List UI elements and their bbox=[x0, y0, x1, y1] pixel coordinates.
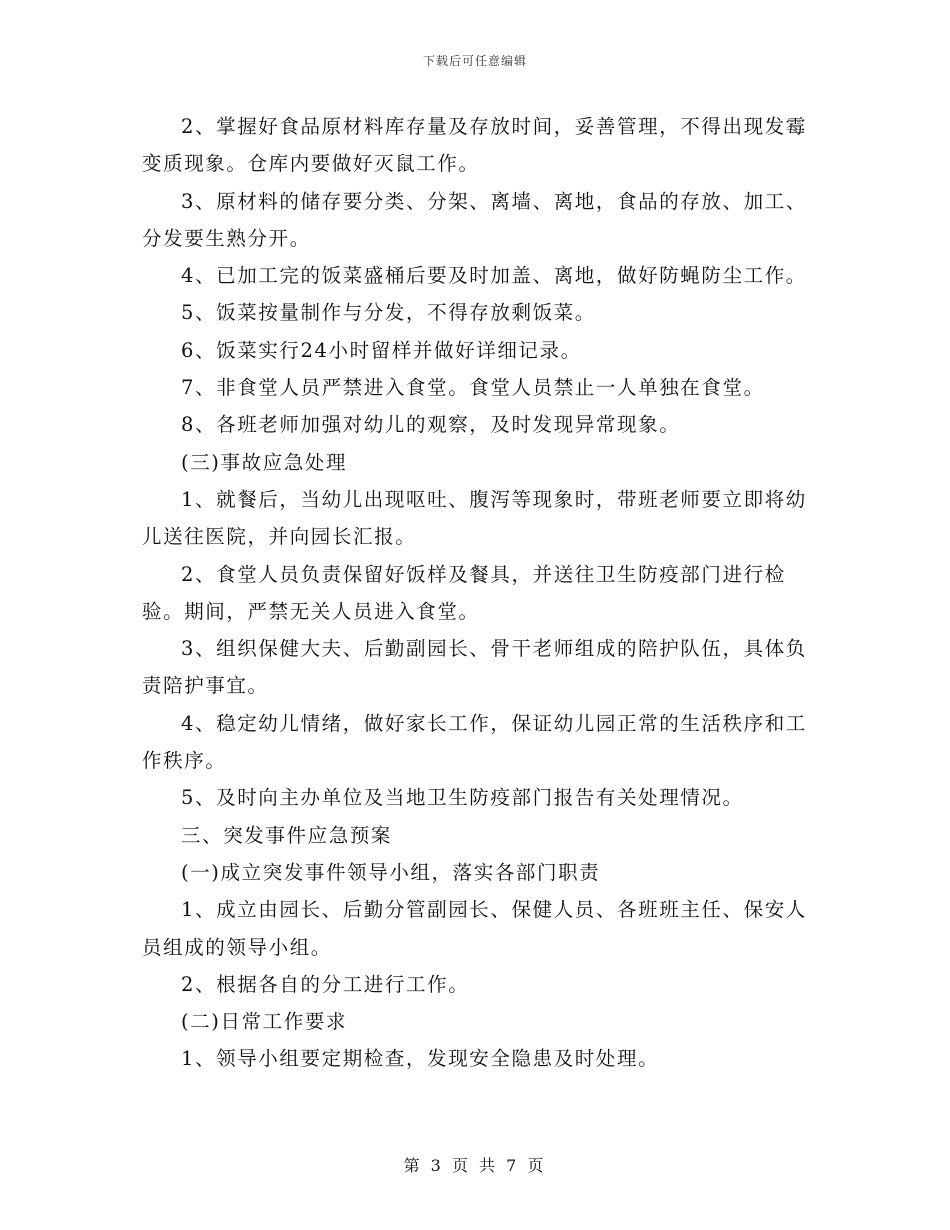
paragraph: 6、饭菜实行24小时留样并做好详细记录。 bbox=[181, 338, 582, 362]
page-number-footer: 第 3 页 共 7 页 bbox=[403, 1156, 547, 1175]
paragraph: 2、掌握好食品原材料库存量及存放时间，妥善管理，不得出现发霉变质现象。仓库内要做好灭鼠工作。 bbox=[142, 115, 807, 176]
paragraph: 2、食堂人员负责保留好饭样及餐具，并送往卫生防疫部门进行检验。期间，严禁无关人员进入食堂。 bbox=[142, 562, 786, 623]
section-heading: (二)日常工作要求 bbox=[181, 1010, 348, 1034]
paragraph: 4、稳定幼儿情绪，做好家长工作，保证幼儿园正常的生活秩序和工作秩序。 bbox=[142, 711, 807, 773]
paragraph: 3、组织保健大夫、后勤副园长、骨干老师组成的陪护队伍，具体负责陪护事宜。 bbox=[142, 637, 807, 698]
section-heading: (一)成立突发事件领导小组，落实各部门职责 bbox=[181, 860, 601, 884]
paragraph: 1、领导小组要定期检查，发现安全隐患及时处理。 bbox=[181, 1047, 660, 1071]
paragraph: 3、原材料的储存要分类、分架、离墙、离地，食品的存放、加工、分发要生熟分开。 bbox=[142, 189, 807, 250]
paragraph: 5、饭菜按量制作与分发，不得存放剩饭菜。 bbox=[181, 301, 596, 325]
page-header: 下载后可任意编辑 bbox=[422, 54, 527, 68]
document-body bbox=[142, 108, 812, 1078]
paragraph: 8、各班老师加强对幼儿的观察，及时发现异常现象。 bbox=[181, 413, 681, 437]
paragraph: 1、成立由园长、后勤分管副园长、保健人员、各班班主任、保安人员组成的领导小组。 bbox=[142, 898, 807, 959]
section-heading: (三)事故应急处理 bbox=[181, 450, 348, 474]
paragraph: 5、及时向主办单位及当地卫生防疫部门报告有关处理情况。 bbox=[181, 786, 744, 810]
paragraph: 2、根据各自的分工进行工作。 bbox=[181, 972, 470, 996]
paragraph: 7、非食堂人员严禁进入食堂。食堂人员禁止一人单独在食堂。 bbox=[181, 376, 765, 400]
section-heading: 三、突发事件应急预案 bbox=[181, 823, 393, 847]
paragraph: 4、已加工完的饭菜盛桶后要及时加盖、离地，做好防蝇防尘工作。 bbox=[181, 264, 807, 288]
paragraph: 1、就餐后，当幼儿出现呕吐、腹泻等现象时，带班老师要立即将幼儿送往医院，并向园长汇报。 bbox=[142, 487, 807, 549]
